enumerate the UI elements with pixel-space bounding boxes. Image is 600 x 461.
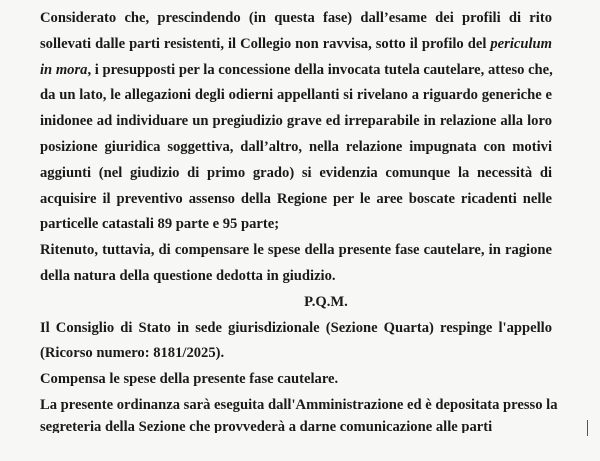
text-line: segreteria della Sezione che provvederà a darne comunicazione alle parti bbox=[40, 418, 493, 433]
text-cursor-mark bbox=[587, 420, 588, 436]
text-line: Considerato che, prescindendo (in questa fase) dall’esame dei profili di rito bbox=[40, 10, 552, 26]
text-line: acquisire il preventivo assenso della Regione per le aree boscate ricadenti nelle bbox=[40, 190, 552, 207]
text-line: aggiunti (nel giudizio di primo grado) si evidenzia comunque la necessità di bbox=[40, 164, 552, 181]
text-line: della natura della questione dedotta in giudizio. bbox=[40, 267, 336, 284]
text-line bbox=[40, 32, 552, 58]
paragraph-compensa bbox=[40, 367, 552, 393]
italic-term: periculum bbox=[490, 35, 552, 52]
text-segment: sollevati dalle parti resistenti, il Collegio non ravvisa, sotto il profilo del bbox=[40, 35, 487, 52]
document-body bbox=[40, 6, 558, 433]
cropped-line bbox=[40, 419, 552, 433]
paragraph-ritenuto bbox=[40, 238, 552, 290]
text-line: da un lato, le allegazioni degli odierni appellanti si rivelano a riguardo generiche e bbox=[40, 87, 552, 104]
text-line: inidonee ad individuare un pregiudizio grave ed irreparabile in relazione alla loro bbox=[40, 113, 552, 130]
section-heading: P.Q.M. bbox=[304, 293, 348, 310]
text-line: (Ricorso numero: 8181/2025). bbox=[40, 345, 225, 362]
text-line: particelle catastali 89 parte e 95 parte; bbox=[40, 216, 280, 233]
paragraph-considerato bbox=[40, 6, 552, 238]
paragraph-consiglio bbox=[40, 316, 552, 368]
text-line: Il Consiglio di Stato in sede giurisdizionale (Sezione Quarta) respinge l'appello bbox=[40, 319, 552, 336]
paragraph-ordinanza bbox=[40, 393, 558, 433]
text-line: in mora, i presupposti per la concessione della invocata tutela cautelare, atteso che, bbox=[40, 61, 553, 78]
italic-term: in mora bbox=[40, 61, 88, 78]
text-line: Compensa le spese della presente fase cautelare. bbox=[40, 371, 339, 388]
text-line: posizione giuridica soggettiva, dall’altro, nella relazione impugnata con motivi bbox=[40, 138, 552, 155]
text-line: La presente ordinanza sarà eseguita dall'Amministrazione ed è depositata presso la bbox=[40, 396, 558, 413]
text-segment: i presupposti per la concessione della invocata tutela cautelare, atteso che, bbox=[94, 61, 553, 78]
text-line: Ritenuto, tuttavia, di compensare le spese della presente fase cautelare, in ragione bbox=[40, 242, 552, 259]
